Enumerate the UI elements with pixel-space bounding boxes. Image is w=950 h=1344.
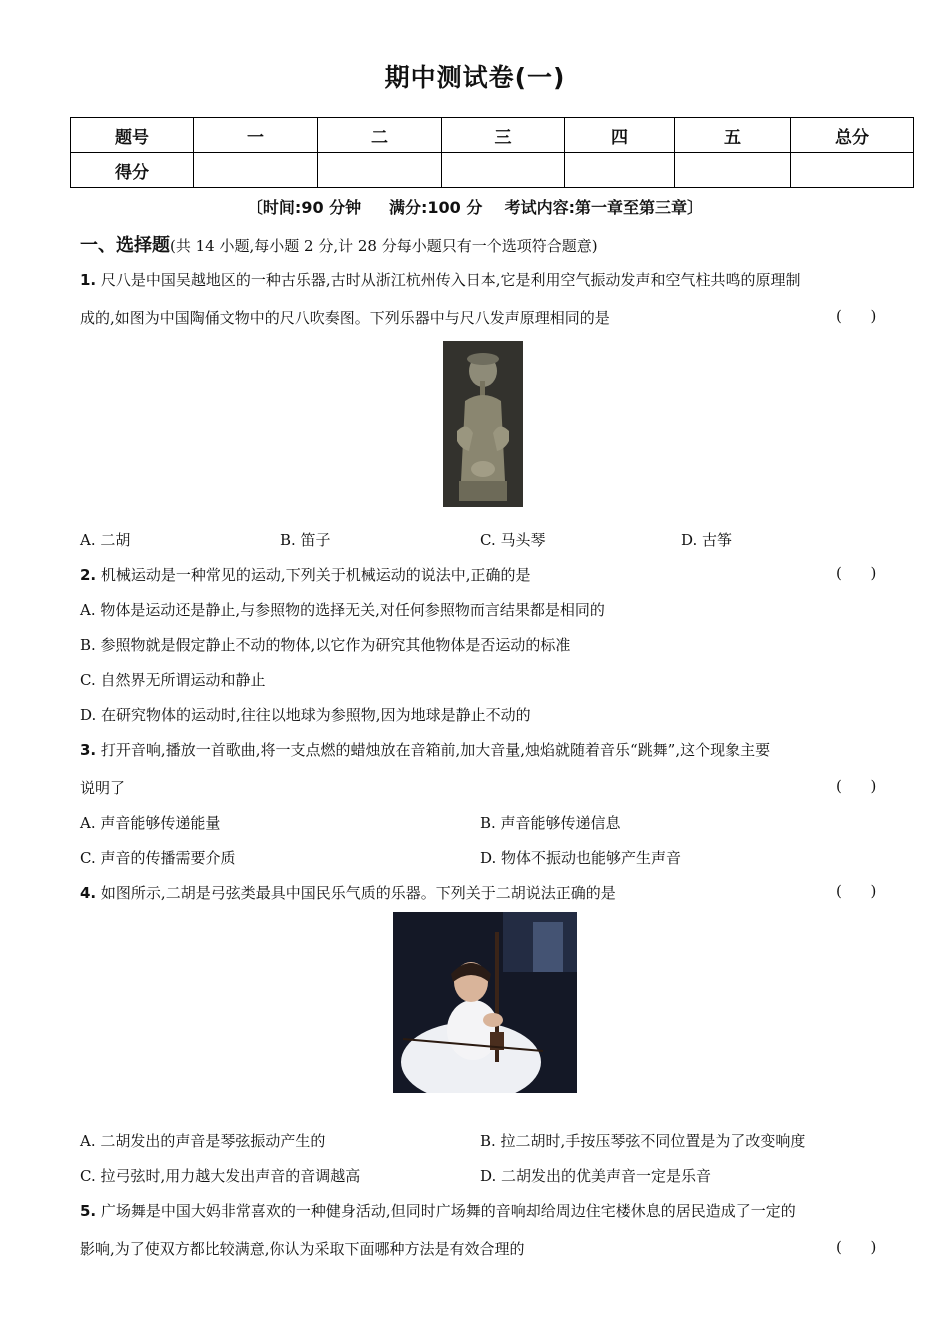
score-col-total: 总分 (791, 118, 914, 153)
q4-option-c[interactable]: C. 拉弓弦时,用力越大发出声音的音调越高 (80, 1167, 361, 1185)
figurine-image (443, 341, 523, 507)
q1-option-b[interactable]: B. 笛子 (280, 531, 331, 549)
erhu-player-image (393, 912, 577, 1093)
q1-option-d[interactable]: D. 古筝 (681, 531, 733, 549)
score-cell[interactable] (675, 153, 791, 188)
section-note: (共 14 小题,每小题 2 分,计 28 分每小题只有一个选项符合题意) (170, 237, 598, 255)
q3-option-a[interactable]: A. 声音能够传递能量 (80, 814, 221, 832)
question-3-line-1 (80, 739, 770, 760)
section-title: 一、选择题 (80, 235, 170, 256)
score-cell[interactable] (565, 153, 675, 188)
score-cell[interactable] (442, 153, 565, 188)
question-text: 如图所示,二胡是弓弦类最具中国民乐气质的乐器。下列关于二胡说法正确的是 (100, 884, 616, 902)
score-table-header-row (71, 118, 914, 153)
question-text: 广场舞是中国大妈非常喜欢的一种健身活动,但同时广场舞的音响却给周边住宅楼休息的居民造成了一定的 (100, 1202, 796, 1220)
q4-option-b[interactable]: B. 拉二胡时,手按压琴弦不同位置是为了改变响度 (480, 1132, 806, 1150)
question-number: 5. (80, 1202, 97, 1220)
answer-bracket[interactable]: ( ) (836, 307, 877, 325)
q2-option-c[interactable]: C. 自然界无所谓运动和静止 (80, 671, 266, 689)
exam-info: 〔时间:90 分钟 满分:100 分 考试内容:第一章至第三章〕 (246, 198, 704, 217)
score-cell[interactable] (791, 153, 914, 188)
score-col-2: 二 (318, 118, 442, 153)
q4-option-d[interactable]: D. 二胡发出的优美声音一定是乐音 (480, 1167, 712, 1185)
q2-option-a[interactable]: A. 物体是运动还是静止,与参照物的选择无关,对任何参照物而言结果都是相同的 (80, 601, 605, 619)
section-heading (80, 231, 598, 257)
question-5-line-1 (80, 1200, 796, 1221)
question-1-line-2: 成的,如图为中国陶俑文物中的尺八吹奏图。下列乐器中与尺八发声原理相同的是 (80, 309, 610, 327)
figure-erhu-player (393, 912, 577, 1093)
figure-chiba-figurine (443, 341, 523, 507)
q2-option-b[interactable]: B. 参照物就是假定静止不动的物体,以它作为研究其他物体是否运动的标准 (80, 636, 571, 654)
q3-option-d[interactable]: D. 物体不振动也能够产生声音 (480, 849, 682, 867)
question-2-line-1 (80, 564, 530, 585)
q3-option-c[interactable]: C. 声音的传播需要介质 (80, 849, 236, 867)
answer-bracket[interactable]: ( ) (836, 1238, 877, 1256)
score-table (70, 117, 914, 188)
question-number: 1. (80, 271, 97, 289)
score-cell[interactable] (194, 153, 318, 188)
question-text: 尺八是中国吴越地区的一种古乐器,古时从浙江杭州传入日本,它是利用空气振动发声和空气柱共鸣的原理制 (100, 271, 801, 289)
question-1-line-1 (80, 269, 800, 290)
question-text: 打开音响,播放一首歌曲,将一支点燃的蜡烛放在音箱前,加大音量,烛焰就随着音乐“跳舞”,这个现象主要 (100, 741, 771, 759)
q2-option-d[interactable]: D. 在研究物体的运动时,往往以地球为参照物,因为地球是静止不动的 (80, 706, 531, 724)
score-header-label: 题号 (71, 118, 194, 153)
question-5-line-2: 影响,为了使双方都比较满意,你认为采取下面哪种方法是有效合理的 (80, 1240, 525, 1258)
question-4-line-1 (80, 882, 616, 903)
score-row-label: 得分 (71, 153, 194, 188)
question-3-line-2: 说明了 (80, 779, 126, 797)
question-number: 4. (80, 884, 97, 902)
question-number: 2. (80, 566, 97, 584)
score-cell[interactable] (318, 153, 442, 188)
q4-option-a[interactable]: A. 二胡发出的声音是琴弦振动产生的 (80, 1132, 326, 1150)
score-table-score-row (71, 153, 914, 188)
answer-bracket[interactable]: ( ) (836, 777, 877, 795)
question-text: 机械运动是一种常见的运动,下列关于机械运动的说法中,正确的是 (100, 566, 531, 584)
q1-option-c[interactable]: C. 马头琴 (480, 531, 546, 549)
question-number: 3. (80, 741, 97, 759)
score-col-5: 五 (675, 118, 791, 153)
score-col-3: 三 (442, 118, 565, 153)
answer-bracket[interactable]: ( ) (836, 882, 877, 900)
score-col-4: 四 (565, 118, 675, 153)
answer-bracket[interactable]: ( ) (836, 564, 877, 582)
q1-option-a[interactable]: A. 二胡 (80, 531, 131, 549)
score-col-1: 一 (194, 118, 318, 153)
q3-option-b[interactable]: B. 声音能够传递信息 (480, 814, 621, 832)
page-title: 期中测试卷(一) (384, 63, 566, 92)
